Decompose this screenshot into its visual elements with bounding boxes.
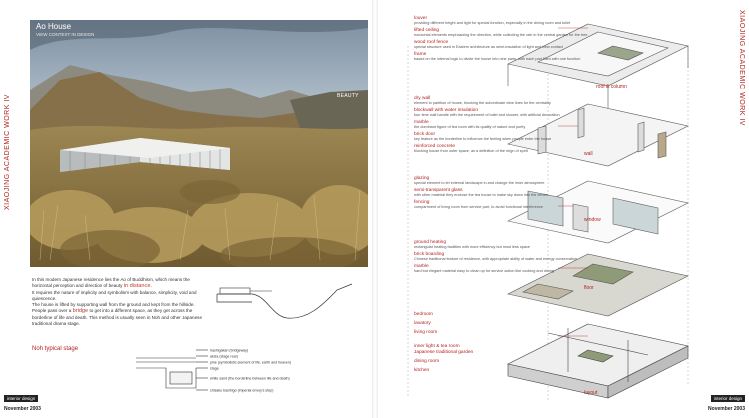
noh-stage-section bbox=[136, 344, 336, 399]
legend-item bbox=[414, 96, 589, 106]
legend-term: brick door bbox=[414, 132, 436, 137]
legend-term: frame bbox=[414, 52, 427, 57]
body-p3a: The house is lifted by supporting wall from the ground and kept from the hillside. People pass over a bbox=[32, 302, 195, 314]
legend-floor bbox=[414, 240, 589, 276]
legend-desc: the dominant figure of tea room with its quality of nature and purity bbox=[414, 125, 526, 130]
legend-item bbox=[414, 108, 589, 118]
landscape-photo-illustration bbox=[30, 20, 368, 267]
body-p2: It requires the nature of implicity and symbolism with balance, simplicity, void and quiescence. bbox=[32, 289, 197, 301]
legend-desc: based on the internal logic to divide the house into nine parts, with each part filled with one function bbox=[414, 57, 581, 62]
body-text bbox=[32, 277, 207, 327]
photo-title: Ao House bbox=[36, 22, 72, 31]
legend-layout-item: kitchen bbox=[414, 368, 430, 374]
layer-label-roof: roof & column bbox=[596, 84, 627, 90]
legend-layout-item: bedroom bbox=[414, 312, 433, 317]
legend-roof bbox=[414, 16, 589, 64]
legend-term: wood roof fence bbox=[414, 40, 449, 45]
footer-left bbox=[4, 387, 41, 412]
layer-label-wall: wall bbox=[584, 151, 593, 157]
legend-desc: with other material they enclose the tea house to make sky down into the centre bbox=[414, 193, 549, 198]
legend-item bbox=[414, 188, 589, 198]
legend-item bbox=[414, 252, 589, 262]
legend-term: fencing bbox=[414, 200, 430, 205]
legend-item bbox=[414, 176, 589, 186]
legend-layout-item: lavatory bbox=[414, 321, 431, 327]
legend-desc: key feature as the borderline to influence the feeling when people enter the house bbox=[414, 137, 552, 142]
legend-item bbox=[414, 264, 589, 274]
hillside-section-sketch bbox=[212, 276, 362, 336]
layer-label-layout: layout bbox=[584, 390, 598, 396]
legend-term: semi-transparent glass bbox=[414, 188, 463, 193]
legend-term: marble bbox=[414, 120, 429, 125]
footer-left-bar: interior design bbox=[4, 395, 38, 402]
body-p3b: to get into a different space, as they get across the borderline of life and death. This method is usually seen in Noh and other Japanese traditional drama stage. bbox=[32, 308, 202, 327]
page-gutter bbox=[372, 0, 378, 418]
side-title-left: XIAOJING ACADEMIC WORK IV bbox=[4, 94, 11, 210]
legend-desc: special structure used in Eastern architecture as semi-insulation of light and view contact bbox=[414, 45, 563, 50]
legend-item bbox=[414, 240, 589, 250]
legend-layout-item: dining room bbox=[414, 359, 440, 365]
legend-desc: Chinese traditional feature of residence, with appropriate ability of water and energy conservation bbox=[414, 257, 578, 262]
legend-item bbox=[414, 120, 589, 130]
site-section-drawing bbox=[212, 276, 362, 341]
legend-term: blockwall with water insulation bbox=[414, 108, 478, 113]
legend-term: ground heating bbox=[414, 240, 447, 245]
legend-wall bbox=[414, 96, 589, 156]
legend-term: dry wall bbox=[414, 96, 431, 101]
legend-term: lifted ceiling bbox=[414, 28, 440, 33]
legend-term: brick boarding bbox=[414, 252, 445, 257]
legend-item bbox=[414, 132, 589, 142]
noh-stage-drawing bbox=[136, 344, 336, 404]
photo-subtitle: VIEW CONTEXT IN DESIGN bbox=[36, 32, 95, 37]
legend-item bbox=[414, 200, 589, 210]
legend-item bbox=[414, 28, 589, 38]
legend-window bbox=[414, 176, 589, 212]
legend-term: reinforced concrete bbox=[414, 144, 456, 149]
layout-layer bbox=[508, 324, 688, 398]
stage-label: hashigakari (bridgeway) bbox=[210, 348, 249, 353]
house-photo bbox=[30, 20, 368, 267]
legend-desc: providing different height and light for special function, especially in the dining room and toilet bbox=[414, 21, 571, 26]
legend-desc: element to partition of house, blocking the subordinate view lines for the centrality bbox=[414, 101, 551, 106]
body-highlight-bridge: bridge bbox=[72, 308, 89, 315]
legend-desc: horizontal elements emphasizing the direction, while collecting the rain in the central garden for the tree bbox=[414, 33, 588, 38]
legend-desc: rectangular heating facilities with more efficiency but most less space bbox=[414, 245, 531, 250]
legend-item bbox=[414, 52, 589, 62]
legend-layout-item: inner light & tea room bbox=[414, 343, 460, 349]
footer-left-date: November 2003 bbox=[4, 406, 41, 412]
footer-right-date: November 2003 bbox=[708, 406, 745, 412]
side-title-right: XIAOJING ACADEMIC WORK IV bbox=[738, 10, 745, 126]
legend-term: marble bbox=[414, 264, 429, 269]
layer-label-floor: floor bbox=[584, 285, 594, 291]
stage-label: akiza (stage rear) bbox=[210, 354, 238, 359]
legend-term: louver bbox=[414, 16, 428, 21]
stage-label: chisaku basihigo (imperial envoy's step) bbox=[210, 388, 274, 393]
footer-right bbox=[708, 387, 745, 412]
legend-item bbox=[414, 40, 589, 50]
legend-term: glazing bbox=[414, 176, 430, 181]
stage-label: pine (symbolistic element of life, earth and heaven) bbox=[210, 360, 292, 365]
legend-desc: four time wall handle with the requirement of toilet and shower, with artificial decoration bbox=[414, 113, 560, 118]
legend-desc: blocking house from outer space, as a definition of the reign of spirit bbox=[414, 149, 528, 154]
stage-label: white sand (the borderline between life and death) bbox=[210, 376, 290, 381]
legend-desc: compartment of living room from service part, to avoid functional interference bbox=[414, 205, 543, 210]
footer-right-bar: interior design bbox=[711, 395, 745, 402]
legend-desc: special element to let external landscape in and change the inner atmosphere bbox=[414, 181, 545, 186]
body-p1: In this modern Japanese residence lies the Ao of Buddhism, which means the horizontal perception and direction of beauty bbox=[32, 277, 190, 289]
stage-label: stage bbox=[210, 366, 219, 371]
noh-stage-label: Noh typical stage bbox=[32, 346, 79, 352]
legend-layout-item: living room bbox=[414, 330, 438, 336]
layer-label-window: window bbox=[584, 217, 601, 223]
legend-item bbox=[414, 16, 589, 26]
body-highlight-distance: in distance. bbox=[123, 283, 152, 290]
legend-desc: hard but elegant material easy to clean up for service action like cooking and dining bbox=[414, 269, 554, 274]
legend-layout-item: Japanese traditional garden bbox=[414, 349, 474, 355]
legend-layout bbox=[414, 312, 474, 373]
legend-item bbox=[414, 144, 589, 154]
photo-tag: BEAUTY bbox=[337, 93, 359, 99]
